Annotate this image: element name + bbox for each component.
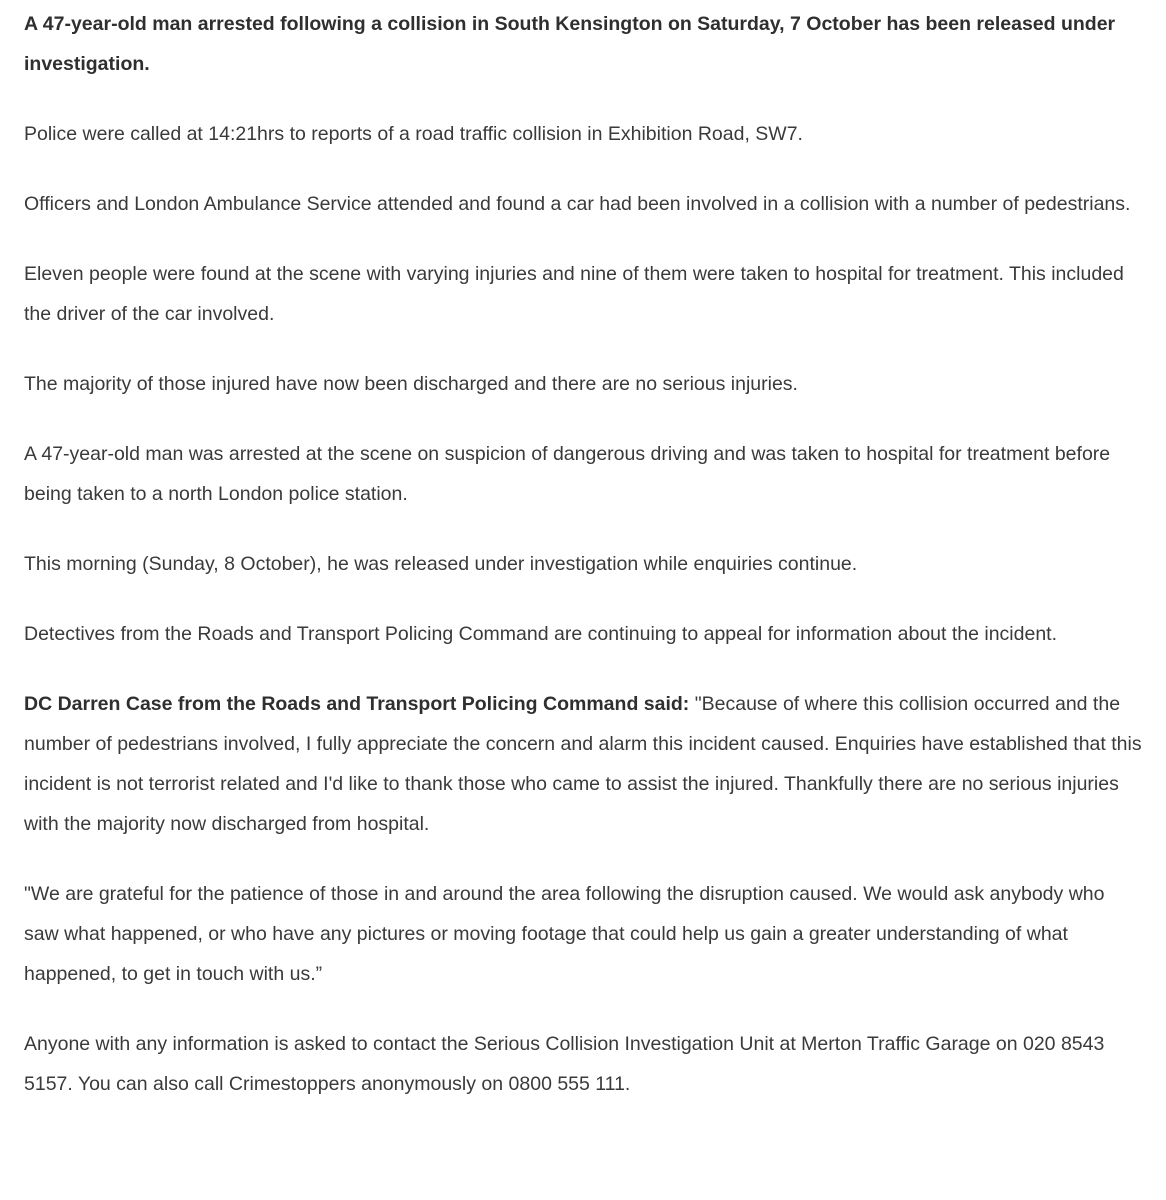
paragraph-appeal: Detectives from the Roads and Transport Policing Command are continuing to appeal for information about the incident. (24, 623, 1057, 645)
quote-text: "Because of where this collision occurred and the number of pedestrians involved, I fully appreciate the concern and alarm this incident caused. Enquiries have established that this incident is not terrorist related and I'd like to thank those who came to assist the injured. Thankfully there are no serious injuries with the majority now discharged from hospital. (24, 693, 1142, 835)
paragraph-police-called: Police were called at 14:21hrs to reports of a road traffic collision in Exhibition Road, SW7. (24, 123, 803, 145)
paragraph-released: This morning (Sunday, 8 October), he was released under investigation while enquiries continue. (24, 553, 858, 575)
paragraph-contact: Anyone with any information is asked to contact the Serious Collision Investigation Unit at Merton Traffic Garage on 020 8543 5157. You can also call Crimestoppers anonymously on 0800 555 111. (24, 1033, 1105, 1095)
paragraph-quote (24, 684, 1142, 844)
paragraph-discharged: The majority of those injured have now been discharged and there are no serious injuries. (24, 373, 798, 395)
quote-speaker: DC Darren Case from the Roads and Transport Policing Command said: (24, 693, 690, 715)
article-lead: A 47-year-old man arrested following a collision in South Kensington on Saturday, 7 October has been released under investigation. (24, 13, 1116, 75)
paragraph-quote-continuation: "We are grateful for the patience of those in and around the area following the disruption caused. We would ask anybody who saw what happened, or who have any pictures or moving footage that could help us gain a greater understanding of what happened, to get in touch with us.” (24, 883, 1105, 985)
paragraph-officers-attended: Officers and London Ambulance Service attended and found a car had been involved in a collision with a number of pedestrians. (24, 193, 1131, 215)
paragraph-injuries: Eleven people were found at the scene with varying injuries and nine of them were taken to hospital for treatment. This included the driver of the car involved. (24, 263, 1124, 325)
paragraph-arrest: A 47-year-old man was arrested at the scene on suspicion of dangerous driving and was taken to hospital for treatment before being taken to a north London police station. (24, 443, 1111, 505)
